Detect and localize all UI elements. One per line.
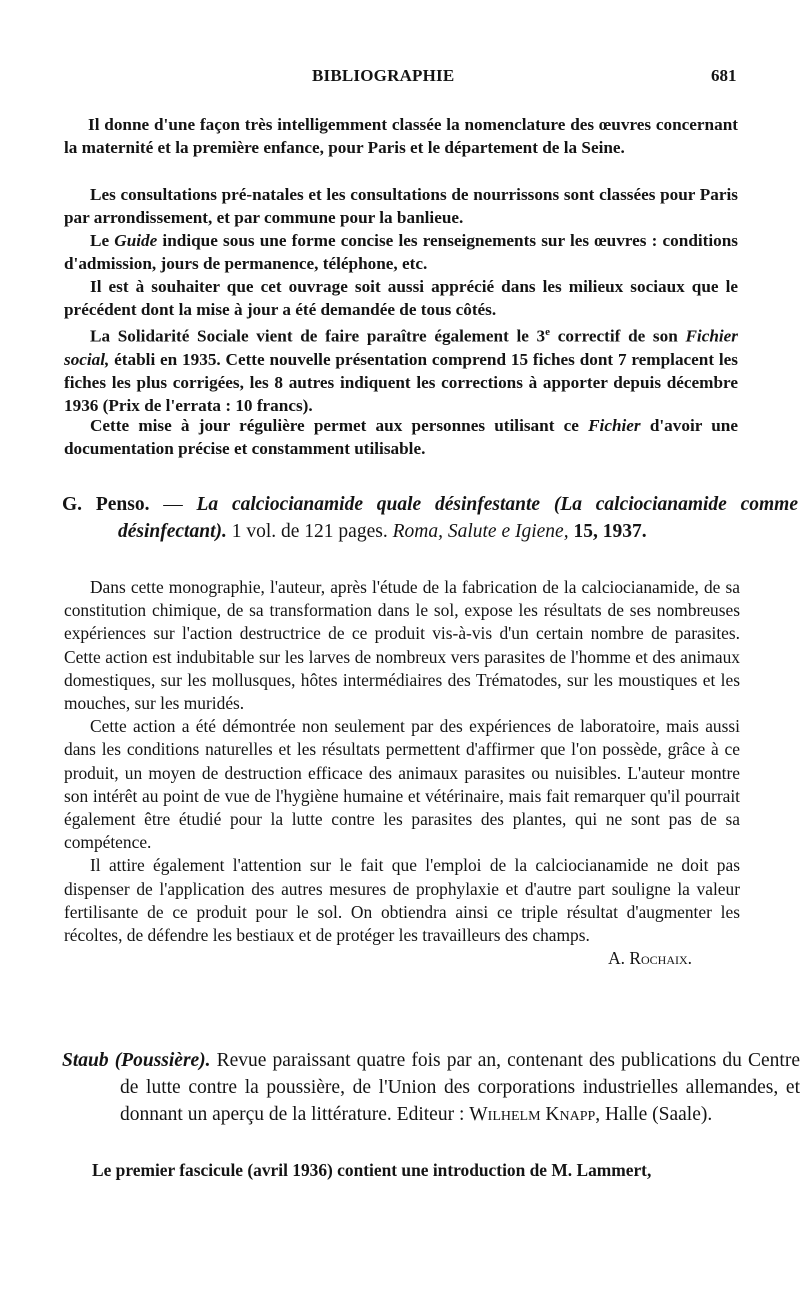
review-paragraph: Cette action a été démontrée non seulement par des expériences de laboratoire, mais aussi dans les conditions naturelles et les résultats permettent d'affirmer que l'on possède, grâce à ce produit, un moyen de destruction efficace des animaux parasites ou nuisibles. L'auteur montre son intérêt au point de vue de l'hygiène humaine et vétérinaire, mais fait remarquer qu'il pourrait également être étudié pour la lutte contre les parasites des plantes, qui ne sont pas de sa compétence. (64, 716, 740, 853)
running-head: BIBLIOGRAPHIE (312, 66, 455, 85)
paragraph-souhaiter: Il est à souhaiter que cet ouvrage soit aussi apprécié dans les milieux sociaux que le précédent dont la mise à jour a été demandée de tous côtés. (64, 277, 738, 320)
guide-rest: indique sous une forme concise les renseignements sur les œuvres : conditions d'admission, jours de permanence, téléphone, etc. (64, 231, 738, 274)
entry-author: G. Penso. (62, 494, 150, 515)
solidarite-part3: établi en 1935. Cette nouvelle présentation comprend 15 fiches dont 7 remplacent les fiches les plus corrigées, les 8 autres indiquent les corrections à apporter depuis décembre 1936 (Prix de l'errata : 10 francs). (64, 349, 738, 416)
ordinal-sup: e (545, 326, 551, 338)
bibliography-entry-penso (62, 491, 798, 545)
page-header (0, 66, 800, 90)
staub-publisher: Wilhelm Knapp, (469, 1104, 601, 1125)
entry-title: La calciocianamide quale désinfestante (La calciocianamide comme désinfectant). (118, 494, 798, 542)
review-paragraph-final (64, 854, 740, 969)
review-signature: A. Rochaix. (608, 948, 692, 969)
staub-title: Staub (Poussière). (62, 1050, 211, 1071)
staub-text: Revue paraissant quatre fois par an, contenant des publications du Centre de lutte contre la poussière, de l'Union des corporations industrielles allemandes, et donnant un aperçu de la littérature. Editeur : (120, 1050, 800, 1125)
mise-part1: Cette mise à jour régulière permet aux personnes utilisant ce (90, 416, 589, 435)
paragraph-consultations: Les consultations pré-natales et les consultations de nourrissons sont classées pour Paris par arrondissement, et par commune pour la banlieue. (64, 185, 738, 228)
entry-dash: — (149, 494, 197, 515)
tail-line: Le premier fascicule (avril 1936) contient une introduction de M. Lammert, (92, 1160, 652, 1180)
review-paragraph: Dans cette monographie, l'auteur, après l'étude de la fabrication de la calciocianamide, de sa constitution chimique, de sa transformation dans le sol, expose les résultats de ses nombreuses expériences sur l'action destructrice de ce produit vis-à-vis d'un certain nombre de parasites. Cette action est indubitable sur les larves de nombreux vers parasites de l'homme et des animaux domestiques, sur les mollusques, hôtes intermédiaires des Trématodes, sur les moustiques et les mouches, sur les muridés. (64, 577, 740, 714)
solidarite-part1: La Solidarité Sociale vient de faire paraître également le 3 (90, 326, 546, 346)
mise-part2: d'avoir une documentation précise et constamment utilisable. (64, 416, 738, 459)
staub-place: Halle (Saale). (600, 1104, 713, 1125)
paragraph-solidarite (64, 321, 738, 418)
paragraph-guide (64, 229, 738, 275)
paragraph-mise-a-jour (64, 414, 738, 460)
bibliography-entry-staub (62, 1047, 800, 1128)
entry-place: Roma, Salute e Igiene, (392, 521, 569, 542)
entry-issue: 15, 1937. (568, 521, 647, 542)
guide-lead: Le (90, 231, 115, 250)
paragraph-nomenclature: Il donne d'une façon très intelligemment classée la nomenclature des œuvres concernant la maternité et la première enfance, pour Paris et le département de la Seine. (64, 115, 738, 158)
review-penso (64, 576, 740, 970)
guide-title: Guide (114, 231, 158, 250)
fichier-title: Fichier (588, 416, 641, 435)
fichier-social-title: Fichier social, (64, 326, 738, 369)
review-final-text: Il attire également l'attention sur le fait que l'emploi de la calciocianamide ne doit pas dispenser de l'application des autres mesures de prophylaxie et d'autre part souligne la valeur fertilisante de ce produit pour le sol. On obtiendra ainsi ce triple résultat d'augmenter les récoltes, de défendre les bestiaux et de protéger les travailleurs des champs. (64, 855, 740, 946)
page-number: 681 (711, 66, 737, 85)
entry-volume: 1 vol. de 121 pages. (226, 521, 393, 542)
solidarite-part2: correctif de son (550, 326, 686, 346)
